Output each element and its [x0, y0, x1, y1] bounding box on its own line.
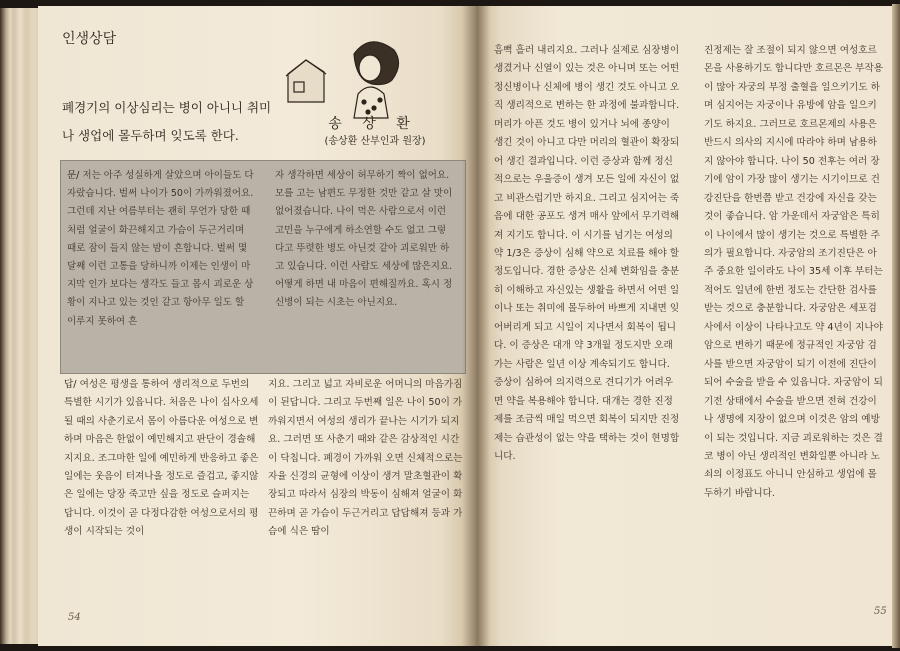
question-box: [60, 160, 466, 374]
left-page: [38, 6, 476, 646]
page-number-left: 54: [68, 612, 81, 623]
section-label: 인생상담: [62, 31, 117, 47]
author-illustration: [284, 32, 414, 122]
right-column-2: 진정제는 잘 조절이 되지 않으면 여성호르몬을 사용하기도 합니다만 호르몬은 부작용이 많아 자궁의 부정 출혈을 일으키기도 하며 심지어는 자궁이나 유방에 암을 일으키기도 하지요. 그러므로 호르몬제의 사용은 반드시 의사의 지시에 따라야 하며 남용하지 않아야 합니다. 나이 50 전후는 여러 장기에 암이 가장 많이 생기는 시기이므로 건강진단을 한번쯤 받고 건강에 자신을 갖는 것이 좋습니다. 암 가운데서 자궁암은 특히 이 나이에서 많이 생기는 것으로 특별한 주의가 필요합니다. 자궁암의 조기진단은 아주 중요한 일이라도 나이 35세 이후 부터는 적어도 일년에 한번 정도는 간단한 검사를 받는 것으로 충분합니다. 자궁암은 세포검사에서 이상이 나타나고도 약 4년이 지나야 암으로 변하기 때문에 정규적인 자궁암 검사를 받으면 자궁암이 되기 이전에 진단이 되어 수술을 받을 수 있읍니다. 자궁암이 되기전 상태에서 수술을 받으면 전혀 건강이나 생명에 지장이 없으며 이것은 암의 예방이 되는 것입니다. 지금 괴로워하는 것은 결코 병이 아닌 생리적인 변화일뿐 아니라 노쇠의 이정표도 아니니 안심하고 생업에 몰두하기 바랍니다.: [704, 45, 884, 499]
author-title: (송상환 산부인과 원장): [324, 136, 426, 147]
page-number-right: 55: [874, 606, 887, 617]
answer-column-1: [64, 376, 259, 542]
answer-label: 답/: [64, 379, 77, 390]
answer-text-1: 여성은 평생을 통하여 생리적으로 두번의 특별한 시기가 있읍니다. 처음은 나이 십사오세 될 때의 사춘기로서 몸이 아름다운 여성으로 변하며 마음은 한없이 예민해지고 판단이 경솔해지지요. 조그마한 일에 예민하게 반응하고 좋은 일에는 웃음이 터져나올 정도로 즐겁고, 좋지않은 일에는 당장 죽고만 싶을 정도로 슬퍼지는 답니다. 이것이 곧 다정다감한 여성으로서의 평생이 시작되는 것이: [64, 379, 259, 538]
answer-column-2: 지요. 그리고 넓고 자비로운 어머니의 마음가짐이 된답니다. 그리고 두번째 일은 나이 50이 가까워지면서 여성의 생리가 끝나는 시기가 되지요. 그러면 또 사춘기 때와 같은 감상적인 시간이 닥칩니다. 폐경이 가까워 오면 신체적으로는 자율 신경의 균형에 이상이 생겨 말초혈관이 확장되고 따라서 심장의 박동이 심해져 얼굴이 화끈하며 곧 가슴이 두근거리고 답답해져 등과 가슴에 식은 땀이: [268, 379, 463, 538]
article-headline: 폐경기의 이상심리는 병이 아니니 취미나 생업에 몰두하며 잊도록 한다.: [62, 100, 272, 143]
author-name: 송 상 환: [328, 116, 418, 132]
question-column-2: 자 생각하면 세상이 허무하기 짝이 없어요. 모를 고는 남편도 무정한 것만 같고 살 맛이 없어졌습니다. 나이 먹은 사람으로서 이런 고민을 누구에게 하소연할 수도 없고 그렇다고 뚜렷한 병도 아닌것 같아 괴로워만 하고 있습니다. 이런 사람도 세상에 많은지요. 어떻게 하면 내 마음이 편해질까요. 혹시 정신병이 되는 시초는 아닌지요.: [275, 170, 453, 309]
right-page: [476, 6, 894, 646]
book-edge-right: [892, 4, 900, 648]
question-label: 문/: [67, 170, 80, 181]
right-column-1: 흠뻑 흘러 내리지요. 그러나 실제로 심장병이 생겼거나 신열이 있는 것은 아니며 또는 어떤 정신병이나 신체에 병이 생긴 것도 아니고 오직 생리적으로 변하는 한 과정에 불과합니다. 머리가 아픈 것도 병이 있거나 뇌에 종양이 생긴 것이 아니고 다만 머리의 혈관이 확장되어 생긴 결과입니다. 이런 증상과 함께 정신적으로는 우울증이 생겨 모든 일에 자신이 없고 비관스럽기만 하지요. 그리고 심지어는 죽음에 대한 공포도 생겨 매사 앞에서 무기력해져 지기도 합니다. 이 시기를 넘기는 여성의 약 1/3은 증상이 심해 약으로 치료를 해야 할 정도입니다. 경한 증상은 신체 변화임을 충분히 이해하고 자신있는 생활을 하면서 어떤 일이나 또는 취미에 몰두하여 바쁘게 지내면 잊어버리게 되고 시일이 지나면서 회복이 됩니다. 이 증상은 대개 약 3개월 정도지만 오래가는 사람은 일년 이상 계속되기도 합니다. 증상이 심하여 의지력으로 견디기가 어려우면 약을 복용해야 합니다. 대개는 경한 진정제를 조금씩 매일 먹으면 회복이 되지만 진정제는 습관성이 없는 약을 택하는 것이 현명합니다.: [494, 45, 680, 462]
question-text-1: 저는 아주 성실하게 살았으며 아이들도 다 자랐습니다. 벌써 나이가 50이 가까워졌어요. 그런데 지난 여름부터는 괜히 무언가 당한 때 처럼 얼굴이 화끈해지고 가슴이 두근거리며 때로 잠이 들지 않는 밤이 흔합니다. 벌써 몇달째 이런 고통을 당하니까 이제는 인생이 마지막 인가 보다는 생각도 들고 몹시 괴로운 상황이 지나고 있는 것인 같고 항아무 일도 할 이루지 못하여 흔: [67, 170, 254, 327]
book-gutter: [462, 6, 490, 646]
question-column-1: [67, 167, 255, 331]
